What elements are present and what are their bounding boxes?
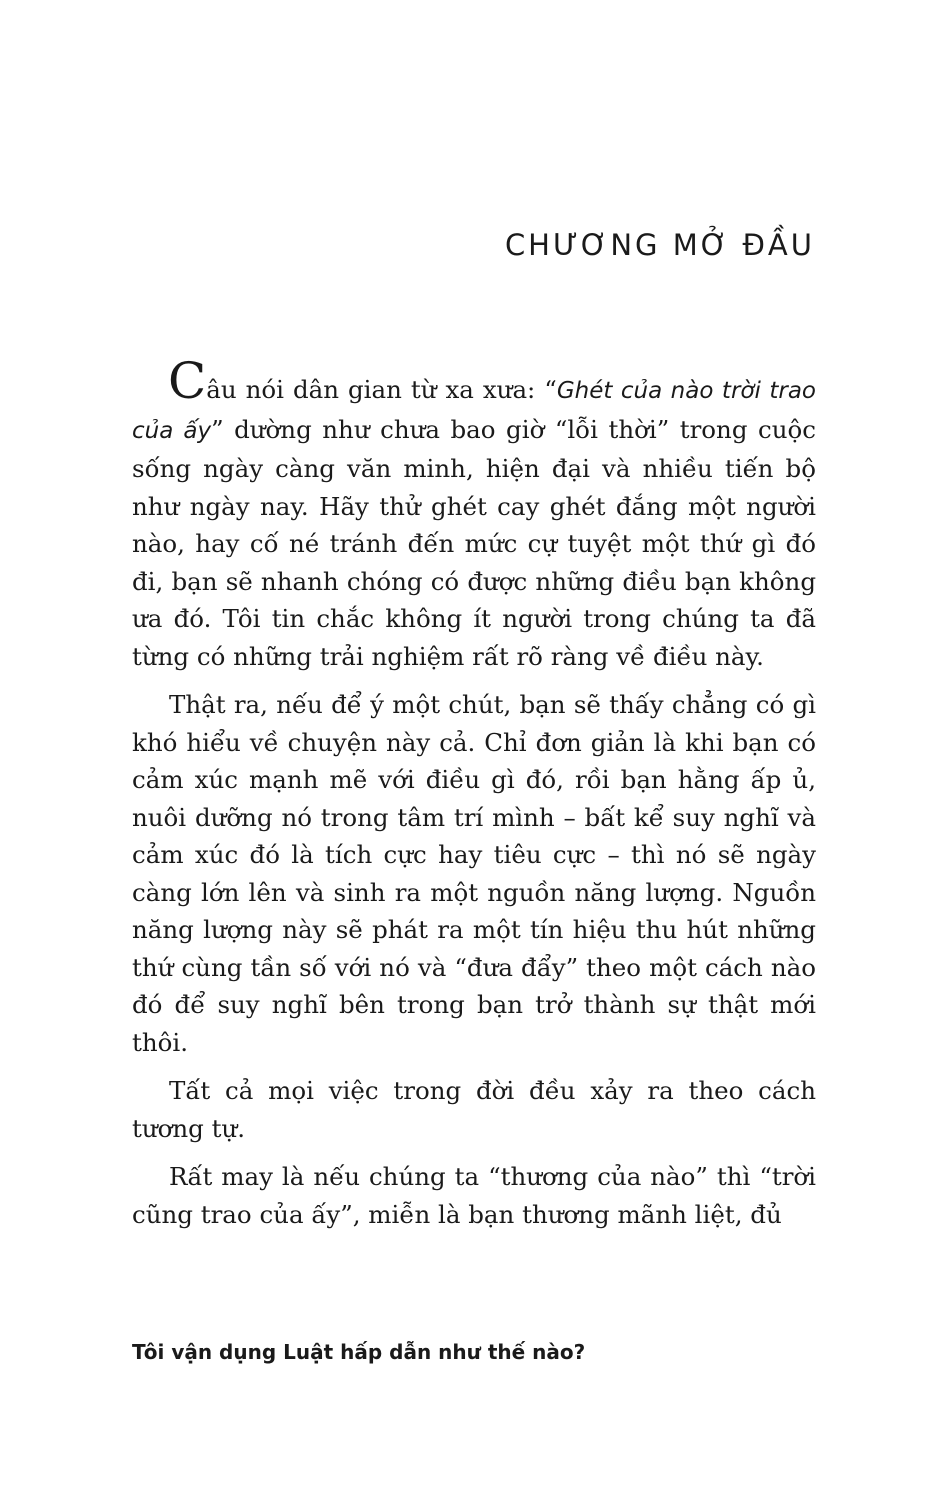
body-text xyxy=(132,352,816,1244)
paragraph-2: Thật ra, nếu để ý một chút, bạn sẽ thấy chẳng có gì khó hiểu về chuyện này cả. Chỉ đơn giản là khi bạn có cảm xúc mạnh mẽ với điều gì đó, rồi bạn hằng ấp ủ, nuôi dưỡng nó trong tâm trí mình – bất kể suy nghĩ và cảm xúc đó là tích cực hay tiêu cực – thì nó sẽ ngày càng lớn lên và sinh ra một nguồn năng lượng. Nguồn năng lượng này sẽ phát ra một tín hiệu thu hút những thứ cùng tần số với nó và “đưa đẩy” theo một cách nào đó để suy nghĩ bên trong bạn trở thành sự thật mới thôi. xyxy=(132,690,816,1057)
paragraph-4: Rất may là nếu chúng ta “thương của nào” thì “trời cũng trao của ấy”, miễn là bạn thương mãnh liệt, đủ xyxy=(132,1162,816,1229)
paragraph-1-rest: ” dường như chưa bao giờ “lỗi thời” trong cuộc sống ngày càng văn minh, hiện đại và nhiều tiến bộ như ngày nay. Hãy thử ghét cay ghét đắng một người nào, hay cố né tránh đến mức cự tuyệt một thứ gì đó đi, bạn sẽ nhanh chóng có được những điều bạn không ưa đó. Tôi tin chắc không ít người trong chúng ta đã từng có những trải nghiệm rất rõ ràng về điều này. xyxy=(132,414,816,671)
running-footer-book-title: Tôi vận dụng Luật hấp dẫn như thế nào? xyxy=(132,1340,586,1364)
chapter-title: CHƯƠNG MỞ ĐẦU xyxy=(504,228,815,262)
proverb-quote: Ghét của nào trời trao của ấy xyxy=(132,378,816,444)
drop-cap: C xyxy=(168,352,207,410)
paragraph-1 xyxy=(132,352,816,675)
paragraph-3: Tất cả mọi việc trong đời đều xảy ra theo cách tương tự. xyxy=(132,1076,816,1143)
paragraph-1-lead: âu nói dân gian từ xa xưa: “ xyxy=(206,375,557,404)
